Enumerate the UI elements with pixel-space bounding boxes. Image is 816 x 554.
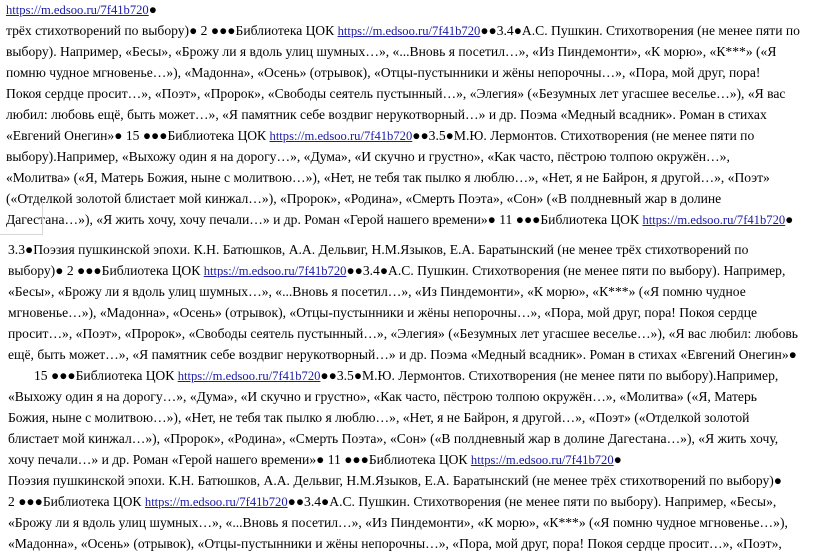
text-line <box>8 387 757 407</box>
text-line <box>6 126 754 146</box>
library-link[interactable]: https://m.edsoo.ru/7f41b720 <box>269 129 413 143</box>
text-fragment: просит…», «Поэт», «Пророк», «Свободы сеятель пустынный…», «Элегия» («Безумных лет угасшее веселье…»), «Я вас любил: любовь <box>8 326 798 341</box>
text-fragment: «Мадонна», «Осень» (отрывок), «Отцы-пустынники и жёны непорочны…», «Пора, мой друг, пора! Покоя сердце просит…», «Поэт», <box>8 536 782 551</box>
text-line <box>6 84 785 104</box>
text-line <box>6 147 730 167</box>
text-line <box>8 324 798 344</box>
text-fragment: Божия, ныне с молитвою…»), «Нет, не тебя так пылко я люблю…», «Нет, я не Байрон, я другой…», «Поэт» («Отделкой золотой <box>8 410 750 425</box>
library-link[interactable]: https://m.edsoo.ru/7f41b720 <box>144 495 288 509</box>
text-line <box>8 240 748 260</box>
text-fragment: «Молитва» («Я, Матерь Божия, ныне с молитвою…»), «Нет, не тебя так пылко я люблю…», «Нет, я не Байрон, я другой…», «Поэт» <box>6 170 770 185</box>
text-fragment: мгновенье…»), «Мадонна», «Осень» (отрывок), «Отцы-пустынники и жёны непорочны…», «Пора, мой друг, пора! Покоя сердце <box>8 305 758 320</box>
text-line <box>8 408 749 428</box>
library-link[interactable]: https://m.edsoo.ru/7f41b720 <box>177 369 321 383</box>
text-fragment: ● <box>613 452 622 467</box>
text-line <box>8 450 622 470</box>
text-line <box>6 210 793 230</box>
text-line <box>34 366 778 386</box>
text-fragment: «Бесы», «Брожу ли я вдоль улиц шумных…», «...Вновь я посетил…», «Из Пиндемонти», «К морю», «К***» («Я помню чудное <box>8 284 746 299</box>
text-line <box>6 42 776 62</box>
text-line <box>8 492 776 512</box>
text-line <box>6 189 721 209</box>
text-line <box>8 303 757 323</box>
library-link[interactable]: https://m.edsoo.ru/7f41b720 <box>6 3 149 17</box>
text-fragment: ●●3.5●М.Ю. Лермонтов. Стихотворения (не менее пяти по <box>412 128 755 143</box>
text-line <box>6 0 157 20</box>
blank-table-cell <box>0 201 43 235</box>
text-fragment: трёх стихотворений по выбору)● 2 ●●●Библиотека ЦОК <box>6 23 338 38</box>
text-fragment: Покоя сердце просит…», «Поэт», «Пророк», «Свободы сеятель пустынный…», «Элегия» («Безумных лет угасшее веселье…»), «Я вас <box>6 86 786 101</box>
text-line <box>8 513 788 533</box>
text-line <box>8 471 782 491</box>
text-fragment: 2 ●●●Библиотека ЦОК <box>8 494 145 509</box>
text-fragment: Дагестана…»), «Я жить хочу, хочу печали…» и др. Роман «Герой нашего времени»● 11 ●●●Библиотека ЦОК <box>6 212 643 227</box>
text-line <box>8 345 797 365</box>
text-fragment: выбору). Например, «Бесы», «Брожу ли я вдоль улиц шумных…», «...Вновь я посетил…», «Из Пиндемонти», «К морю», «К***» («Я <box>6 44 777 59</box>
text-line <box>8 429 778 449</box>
text-fragment: ●●3.4●А.С. Пушкин. Стихотворения (не менее пяти по выбору). Например, «Бесы», <box>287 494 777 509</box>
text-fragment: 3.3●Поэзия пушкинской эпохи. К.Н. Батюшков, А.А. Дельвиг, Н.М.Языков, Е.А. Баратынский (не менее трёх стихотворений по <box>8 242 749 257</box>
text-fragment: блистает мой кинжал…»), «Пророк», «Родина», «Смерть Поэта», «Сон» («В полдневный жар в долине Дагестана…»), «Я жить хочу, <box>8 431 779 446</box>
text-fragment: ● <box>148 2 157 17</box>
text-fragment: ● <box>785 212 794 227</box>
text-fragment: «Евгений Онегин»● 15 ●●●Библиотека ЦОК <box>6 128 270 143</box>
text-fragment: Поэзия пушкинской эпохи. К.Н. Батюшков, А.А. Дельвиг, Н.М.Языков, Е.А. Баратынский (не менее трёх стихотворений по выбору)● <box>8 473 782 488</box>
text-fragment: ●●3.4●А.С. Пушкин. Стихотворения (не менее пяти по <box>480 23 800 38</box>
text-line <box>8 534 782 554</box>
library-link[interactable]: https://m.edsoo.ru/7f41b720 <box>337 24 481 38</box>
text-fragment: помню чудное мгновенье…»), «Мадонна», «Осень» (отрывок), «Отцы-пустынники и жёны непорочны…», «Пора, мой друг, пора! <box>6 65 761 80</box>
text-fragment: 15 ●●●Библиотека ЦОК <box>34 368 178 383</box>
text-fragment: ещё, быть может…», «Я памятник себе воздвиг нерукотворный…» и др. Поэма «Медный всадник». Роман в стихах «Евгений Онегин»● <box>8 347 797 362</box>
text-fragment: «Брожу ли я вдоль улиц шумных…», «...Вновь я посетил…», «Из Пиндемонти», «К морю», «К***» («Я помню чудное мгновенье…»), <box>8 515 788 530</box>
text-line <box>6 168 770 188</box>
text-line <box>8 282 746 302</box>
text-fragment: выбору)● 2 ●●●Библиотека ЦОК <box>8 263 204 278</box>
text-fragment: хочу печали…» и др. Роман «Герой нашего времени»● 11 ●●●Библиотека ЦОК <box>8 452 471 467</box>
text-fragment: ●●3.4●А.С. Пушкин. Стихотворения (не менее пяти по выбору). Например, <box>346 263 786 278</box>
library-link[interactable]: https://m.edsoo.ru/7f41b720 <box>470 453 614 467</box>
text-line <box>6 63 760 83</box>
text-line <box>8 261 785 281</box>
text-fragment: ●●3.5●М.Ю. Лермонтов. Стихотворения (не менее пяти по выбору).Например, <box>320 368 779 383</box>
text-fragment: («Отделкой золотой блистает мой кинжал…»), «Пророк», «Родина», «Смерть Поэта», «Сон» («В полдневный жар в долине <box>6 191 722 206</box>
text-line <box>6 21 800 41</box>
text-fragment: выбору).Например, «Выхожу один я на дорогу…», «Дума», «И скучно и грустно», «Как часто, пёстрою толпою окружён…», <box>6 149 730 164</box>
text-fragment: любил: любовь ещё, быть может…», «Я памятник себе воздвиг нерукотворный…» и др. Поэма «Медный всадник». Роман в стихах <box>6 107 767 122</box>
library-link[interactable]: https://m.edsoo.ru/7f41b720 <box>203 264 347 278</box>
library-link[interactable]: https://m.edsoo.ru/7f41b720 <box>642 213 786 227</box>
text-fragment: «Выхожу один я на дорогу…», «Дума», «И скучно и грустно», «Как часто, пёстрою толпою окружён…», «Молитва» («Я, Матерь <box>8 389 757 404</box>
text-line <box>6 105 767 125</box>
